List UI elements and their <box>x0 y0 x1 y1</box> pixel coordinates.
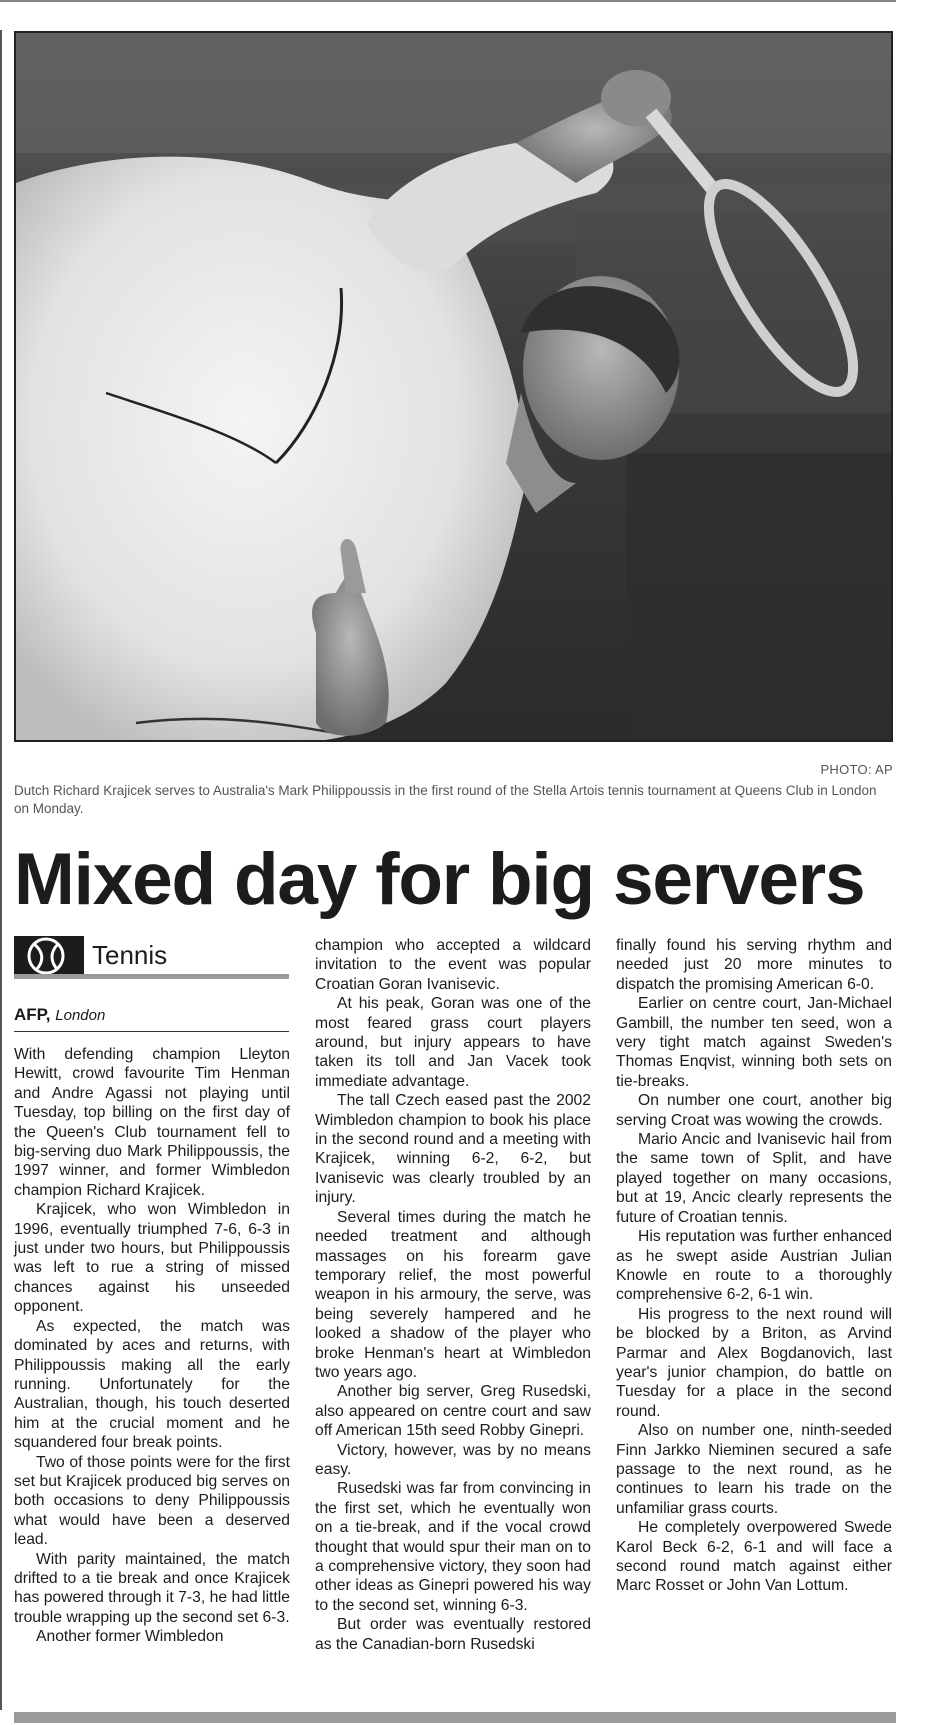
tennis-ball-icon <box>14 936 84 975</box>
paragraph: Two of those points were for the first set but Krajicek produced big serves on both occasions to deny Philippoussis what would have been a deserved lead. <box>14 1453 290 1549</box>
paragraph: Several times during the match he needed treatment and although massages on his forearm gave temporary relief, the most powerful weapon in his armoury, the serve, was being severely hampered and he looked a shadow of the player who broke Henman's heart at Wimbledon two years ago. <box>315 1208 591 1381</box>
paragraph: At his peak, Goran was one of the most feared grass court players around, but injury appears to have taken its toll and Jan Vacek took immediate advantage. <box>315 995 591 1090</box>
article-column-2 <box>315 936 591 1654</box>
paragraph: Mario Ancic and Ivanisevic hail from the same town of Split, and have played together on many occasions, but at 19, Ancic clearly represents the future of Croatian tennis. <box>616 1131 892 1226</box>
byline-agency: AFP, <box>14 1005 51 1024</box>
paragraph: He completely overpowered Swede Karol Beck 6-2, 6-1 and will face a second round match against either Marc Rosset or John Van Lottum. <box>616 1519 892 1595</box>
paragraph: With defending champion Lleyton Hewitt, crowd favourite Tim Henman and Andre Agassi not playing until Tuesday, top billing on the first day of the Queen's Club tournament fell to big-serving duo Mark Philippoussis, the 1997 winner, and former Wimbledon champion Richard Krajicek. <box>14 1046 290 1199</box>
paragraph: With parity maintained, the match drifted to a tie break and once Krajicek has powered through it 7-3, he had little trouble wrapping up the second set 6-3. <box>14 1550 290 1626</box>
byline <box>14 1005 289 1025</box>
top-rule <box>0 0 896 2</box>
bottom-rule <box>14 1712 896 1723</box>
photo-caption: Dutch Richard Krajicek serves to Australia's Mark Philippoussis in the first round of the Stella Artois tennis tournament at Queens Club in London on Monday. <box>14 783 877 816</box>
photo-credit: PHOTO: AP <box>820 762 893 777</box>
paragraph: The tall Czech eased past the 2002 Wimbledon champion to book his place in the second round and a meeting with Krajicek, winning 6-2, 6-2, but Ivanisevic was clearly troubled by an injury. <box>315 1092 591 1207</box>
headline: Mixed day for big servers <box>14 839 865 920</box>
byline-rule <box>14 1031 289 1032</box>
paragraph: Krajicek, who won Wimbledon in 1996, eventually triumphed 7-6, 6-3 in just under two hours, but Philippoussis was left to rue a string of missed chances against his unseeded opponent. <box>14 1201 290 1316</box>
section-rule <box>14 974 289 979</box>
paragraph: Earlier on centre court, Jan-Michael Gambill, the number ten seed, won a very tight match against Sweden's Thomas Enqvist, winning both sets on tie-breaks. <box>616 995 892 1090</box>
paragraph: But order was eventually restored as the Canadian-born Rusedski <box>315 1616 591 1653</box>
paragraph: champion who accepted a wildcard invitation to the event was popular Croatian Goran Ivanisevic. <box>315 937 591 993</box>
paragraph: His progress to the next round will be blocked by a Briton, as Arvind Parmar and Alex Bogdanovich, last year's junior champion, do battle on Tuesday for a place in the second round. <box>616 1305 892 1420</box>
byline-place: London <box>55 1007 106 1024</box>
article-photo <box>14 31 893 742</box>
section-label <box>14 936 289 980</box>
paragraph: finally found his serving rhythm and needed just 20 more minutes to dispatch the promising American 6-0. <box>616 937 892 993</box>
paragraph: Also on number one, ninth-seeded Finn Jarkko Nieminen secured a safe passage to the next round, as he continues to learn his trade on the unfamiliar grass courts. <box>616 1422 892 1517</box>
paragraph: His reputation was further enhanced as he swept aside Austrian Julian Knowle en route to a thoroughly comprehensive 6-2, 6-1 win. <box>616 1228 892 1304</box>
paragraph: As expected, the match was dominated by aces and returns, with Philippoussis making all the early running. Unfortunately for the Australian, though, his touch deserted him at the crucial moment and he squandered four break points. <box>14 1317 290 1452</box>
section-title: Tennis <box>92 940 168 970</box>
paragraph: Rusedski was far from convincing in the first set, which he eventually won on a tie-break, and if the vocal crowd thought that would spur their man on to a comprehensive victory, they soon had other ideas as Ginepri powered his way to the second set, winning 6-3. <box>315 1480 591 1614</box>
paragraph: On number one court, another big serving Croat was wowing the crowds. <box>616 1092 892 1129</box>
paragraph: Another big server, Greg Rusedski, also appeared on centre court and saw off American 15th seed Robby Ginepri. <box>315 1383 591 1440</box>
article-column-1 <box>14 1045 290 1647</box>
left-rule <box>0 30 2 1710</box>
paragraph: Victory, however, was by no means easy. <box>315 1441 591 1478</box>
tennis-player-photo <box>16 33 891 740</box>
paragraph: Another former Wimbledon <box>36 1628 224 1646</box>
article-column-3 <box>616 936 892 1596</box>
